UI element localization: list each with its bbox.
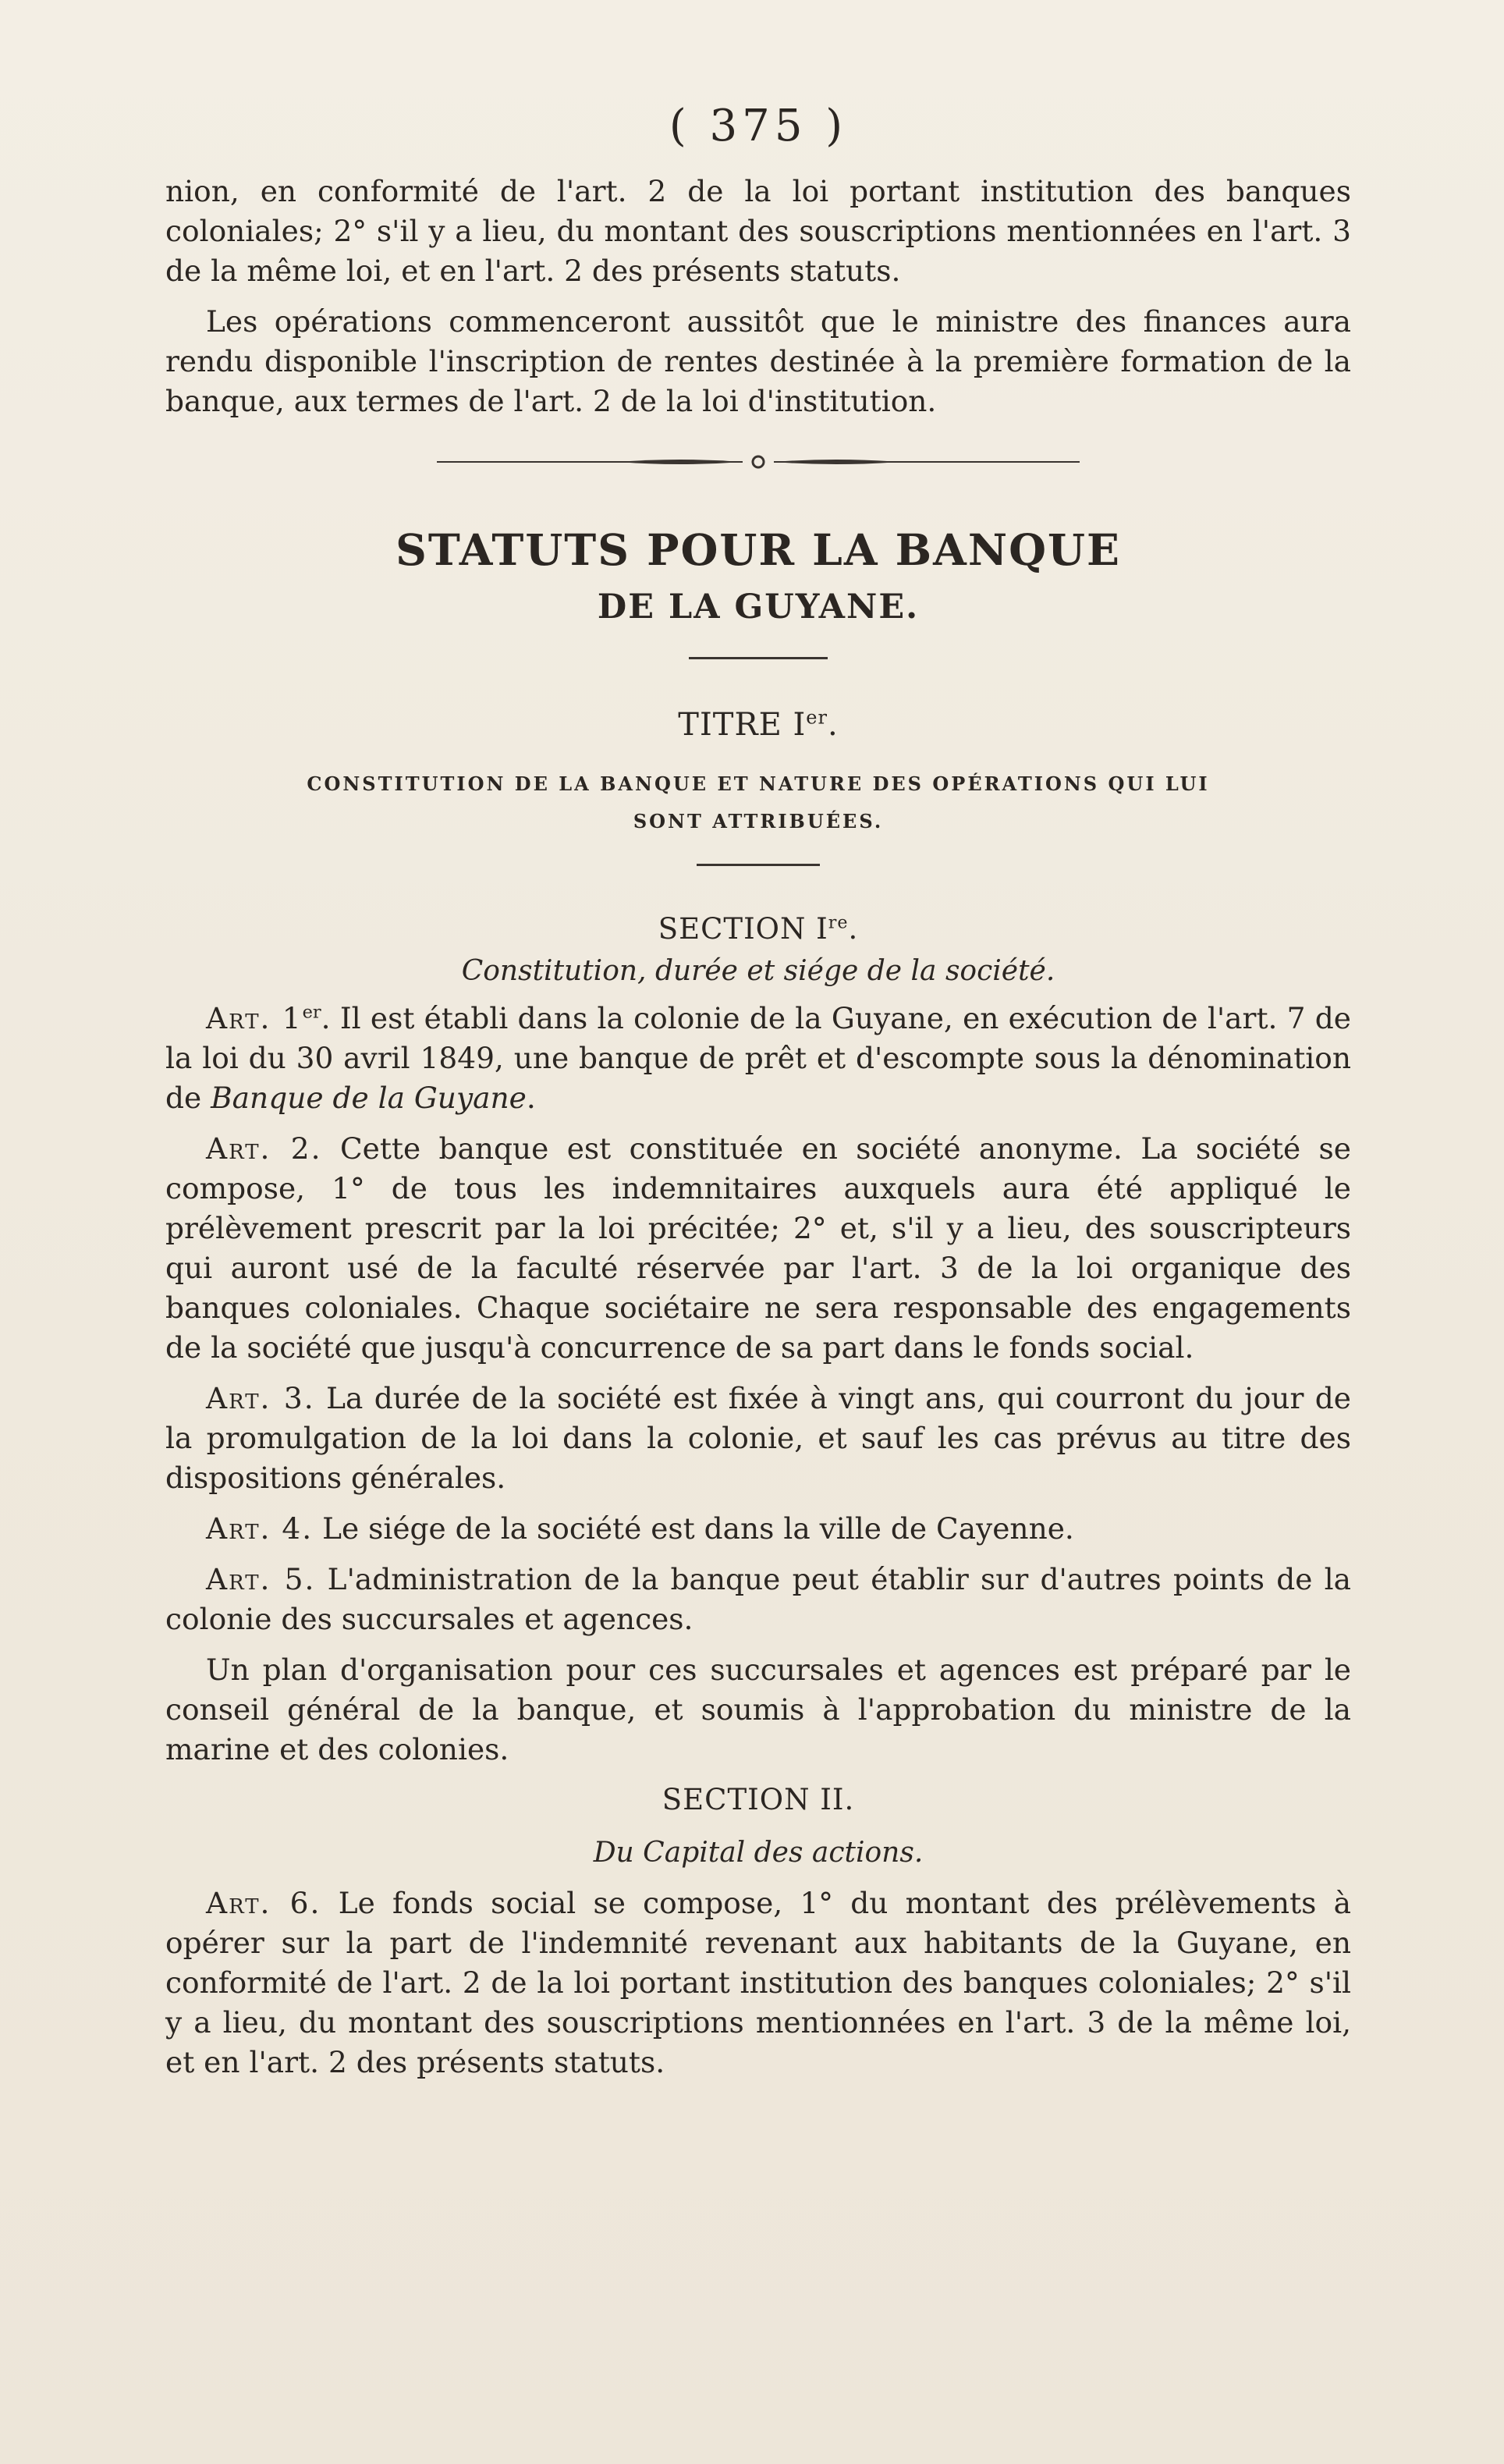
titre-subheading-line-1: CONSTITUTION DE LA BANQUE ET NATURE DES OPÉRATIONS QUI LUI — [307, 772, 1210, 795]
main-title: STATUTS POUR LA BANQUE — [396, 524, 1121, 575]
article-5-prefix: Art. 5. — [206, 1562, 316, 1596]
article-1-prefix-sup: er — [302, 1002, 321, 1023]
article-6 — [165, 1884, 1351, 2082]
article-5-paragraph-2: Un plan d'organisation pour ces succursales et agences est préparé par le conseil général de la banque, et soumis à l'approbation du ministre de la marine et des colonies. — [165, 1653, 1351, 1766]
intro-paragraph-1: nion, en conformité de l'art. 2 de la loi portant institution des banques coloniales; 2° s'il y a lieu, du montant des souscriptions mentionnées en l'art. 3 de la même loi, et en l'art. 2 des présents statuts. — [165, 174, 1351, 288]
section-1-subtitle: Constitution, durée et siége de la société. — [461, 955, 1055, 987]
article-4 — [165, 1509, 1351, 1549]
section-2-subtitle: Du Capital des actions. — [593, 1837, 924, 1869]
article-2-prefix: Art. 2. — [206, 1131, 322, 1166]
titre-label-end: . — [827, 707, 839, 743]
title-rule — [689, 657, 828, 659]
section-2-heading: SECTION II. — [662, 1783, 855, 1816]
article-5 — [165, 1560, 1351, 1639]
section-1-label-sup: re — [828, 912, 849, 933]
article-1-text-end: . — [526, 1081, 536, 1115]
article-4-prefix: Art. 4. — [206, 1511, 314, 1546]
ornament-divider-icon — [431, 446, 1086, 478]
titre-label-sup: er — [806, 706, 828, 729]
article-1-text: . Il est établi dans la colonie de la Guyane, en exécution de l'art. 7 de la loi du 30 avril 1849, une banque de prêt et d'escompte sous la dénomination de — [165, 1001, 1351, 1115]
article-3-text: La durée de la société est fixée à vingt ans, qui courront du jour de la promulgation de la loi dans la colonie, et sauf les cas prévus au titre des dispositions générales. — [165, 1381, 1351, 1495]
article-1 — [165, 999, 1351, 1118]
section-1-heading — [165, 910, 1351, 949]
titre-label: TITRE I — [678, 707, 807, 743]
article-1-bank-name: Banque de la Guyane — [211, 1081, 527, 1115]
article-6-text: Le fonds social se compose, 1° du montant des prélèvements à opérer sur la part de l'indemnité revenant aux habitants de la Guyane, en conformité de l'art. 2 de la loi portant institution des banques coloniales; 2° s'il y a lieu, du montant des souscriptions mentionnées en l'art. 3 de la même loi, et en l'art. 2 des présents statuts. — [165, 1886, 1351, 2079]
article-3 — [165, 1379, 1351, 1498]
article-2 — [165, 1129, 1351, 1368]
article-5-text: L'administration de la banque peut établir sur d'autres points de la colonie des succursales et agences. — [165, 1562, 1351, 1636]
article-4-text: Le siége de la société est dans la ville de Cayenne. — [313, 1511, 1074, 1546]
titre-heading — [165, 705, 1351, 745]
page-number: ( 375 ) — [669, 101, 848, 151]
article-2-text: Cette banque est constituée en société anonyme. La société se compose, 1° de tous les indemnitaires auxquels aura été appliqué le prélèvement prescrit par la loi précitée; 2° et, s'il y a lieu, des souscripteurs qui auront usé de la faculté réservée par l'art. 3 de la loi organique des banques coloniales. Chaque sociétaire ne sera responsable des engagements de la société que jusqu'à concurrence de sa part dans le fonds social. — [165, 1131, 1351, 1365]
titre-subheading-line-2: SONT ATTRIBUÉES. — [633, 810, 884, 833]
article-3-prefix: Art. 3. — [206, 1381, 315, 1415]
titre-rule — [697, 864, 820, 866]
section-1-label-end: . — [848, 912, 859, 946]
intro-paragraph-2: Les opérations commenceront aussitôt que le ministre des finances aura rendu disponible l'inscription de rentes destinée à la première formation de la banque, aux termes de l'art. 2 de la loi d'institution. — [165, 304, 1351, 418]
article-6-prefix: Art. 6. — [206, 1886, 321, 1920]
article-1-prefix: Art. 1 — [206, 1001, 303, 1035]
page-content — [165, 94, 1351, 2082]
section-1-label: SECTION I — [658, 912, 828, 946]
sub-title: DE LA GUYANE. — [597, 588, 920, 627]
